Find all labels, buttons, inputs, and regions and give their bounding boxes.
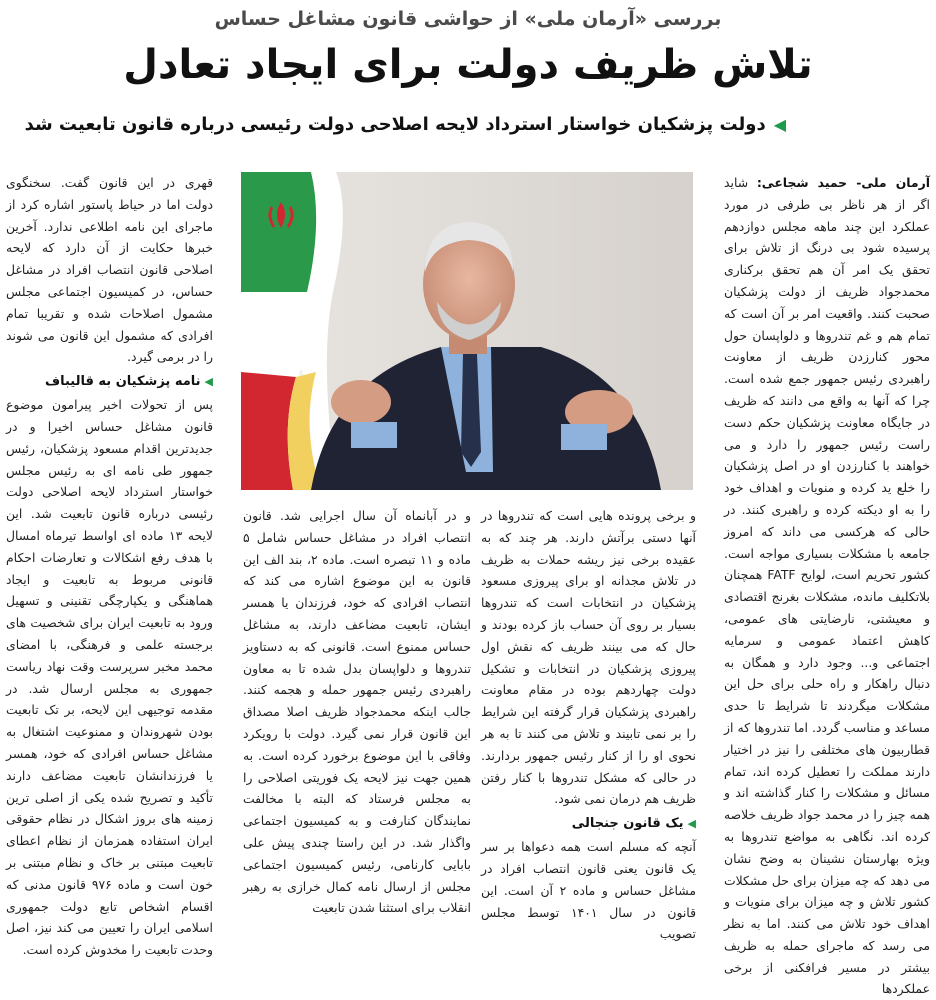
- section-heading-text: نامه پزشکیان به قالیباف: [45, 374, 201, 390]
- column1-text: شاید اگر از هر ناظر بی طرفی در مورد عملکرد این چند ماهه مجلس دوازدهم پرسیده شود بی درنگ از تلاش برای تحقق یک امر آن هم تحقق برکناری محمدجواد ظریف از دولت پزشکیان صحبت کنند. واقعیت امر بر آن است که تمام هم و غم تندروها و دلواپسان حول محور کنارزدن ظریف از معاونت راهبردی رئیس جمهور جمع شده است. چرا که آنها به واقع می دانند که ظریف در جایگاه معاونت پزشکیان حکم دست راست رئیس جمهور را دارد و می خواهند با کنارزدن او در اصل پزشکیان را خلع ید کرده و منویات و اهداف خود را به او دیکته کرده و راهبری کنند. در حالی که هرکسی می داند که امروز جامعه با مشکلات بسیاری مواجه است. کشور تحریم است، لوایح FATF همچنان بلاتکلیف مانده، مشکلات بغرنج اقتصادی و معیشتی، نارضایتی های عمومی، کاهش اعتماد عمومی و سرمایه اجتماعی و... وجود دارد و همگان به دنبال راهکار و راه حلی برای حل این مشکلات میگردند تا شرایط تا حدی مساعد و مناسب گردد. اما تندروها که از قطاربیون های مختلفی را نیز در اختیار دارند مملکت را تعطیل کرده اند، تمام مسائل و مشکلات را کنار گذاشته اند و همه چیز را در محمد جواد ظریف خلاصه کرده اند. نگاهی به مواضع تندروها به ویژه بهارستان نشینان به وضح نشان می دهد که چه میزان برای حل مشکلات کشور تلاش و چه میزان برای منویات و اهداف خود تلاش می کنند. اما به نظر می رسد که ماجرای حمله به ظریف بیشتر در مسیر فرافکنی از برخی عملکردها: [724, 175, 930, 997]
- kicker: بررسی «آرمان ملی» از حواشی قانون مشاغل حساس: [214, 8, 722, 30]
- section-heading-letter: [6, 371, 213, 393]
- bullet-triangle-icon: ◀: [687, 817, 696, 831]
- column2-paragraph-1: و برخی پرونده هایی است که تندروها در آنها دستی برآتش دارند. هر چند که به عقیده برخی نیز ریشه حملات به ظریف در تلاش مجدانه او برای پیروزی مسعود پزشکیان در انتخابات است که تندروها بسیار بر روی آن حساب باز کرده بودند و حال که می بینند ظریف که نقش اول پیروزی پزشکیان در انتخابات و تشکیل دولت چهاردهم بوده در مقام معاونت راهبردی پزشکیان قرار گرفته این شرایط را بر نمی تابیند و تلاش می کنند تا به هر نحوی او را از کنار رئیس جمهور بردارند. در حالی که مشکل تندروها با کنار رفتن ظریف هم درمان نمی شود.: [481, 508, 696, 807]
- column3-text: و در آبانماه آن سال اجرایی شد. قانون انتصاب افراد در مشاغل حساس شامل ۵ ماده و ۱۱ تبصره است. ماده ۲، بند الف این قانون به این موضوع اشاره می کند که انتصاب افرادی که خود، فرزندان یا همسر ایشان، تابعیت مضاعف دارند، به مشاغل حساس ممنوع است. قانونی که به دستاویز تندروها و دلواپسان بدل شده تا به معاون راهبردی رئیس جمهور حمله و هجمه کنند. جالب اینکه محمدجواد ظریف اصلا مصداق این قانون قرار نمی گیرد. دولت با رویکرد وفاقی با این موضوع برخورد کرده است. به همین جهت نیز لایحه یک فوریتی اصلاحی را به مجلس فرستاد که البته با مخالفت نمایندگان کنارفت و به کمیسیون اجتماعی واگذار شد. در این راستا چندی پیش علی بابایی کارنامی، رئیس کمیسیون اجتماعی مجلس از ارسال نامه کمال خرازی به رهبر انقلاب برای استثنا شدن تابعیت: [243, 508, 471, 916]
- column4-paragraph-2: پس از تحولات اخیر پیرامون موضوع قانون مشاغل حساس اخیرا و در جدیدترین اقدام مسعود پزشکیان، رئیس جمهور طی نامه ای به رئیس مجلس خواستار استرداد لایحه اصلاحی دولت رئیسی درباره قانون تابعیت شد. این لایحه ۱۳ ماده ای اواسط تیرماه امسال با هدف رفع اشکالات و تعارضات احکام قانونی مربوط به تابعیت و ایجاد هماهنگی و یکپارچگی تقنینی و تسهیل ورود به تابعیت ایران برای شخصیت های برجسته علمی و فرهنگی، با امضای محمد مخبر سرپرست وقت نهاد ریاست جمهوری به مجلس ارسال شد. در مقدمه توجیهی این لایحه، بر تک تابعیت بودن شهروندان و ممنوعیت اشتغال به مشاغل حساس افرادی که خود، همسر یا فرزندانشان تابعیت مضاعف دارند تأکید و تصریح شده یکی از اصلی ترین زمینه های بروز اشکال در نظام حقوقی ایران استفاده همزمان از نظام اعطای تابعیت مبتنی بر خاک و نظام مبتنی بر خون است و ماده ۹۷۶ قانون مدنی که اقسام اشخاص تابع دولت جمهوری اسلامی ایران را تعیین می کند نیز، اصل وحدت تابعیت را مخدوش کرده است.: [6, 397, 213, 958]
- column4-paragraph-1: قهری در این قانون گفت. سخنگوی دولت اما در حیاط پاستور اشاره کرد از ماجرای این نامه اطلاعی ندارد. آخرین خبرها حکایت از آن دارد که لایحه اصلاحی قانون انتصاب افراد در مشاغل حساس، در کمیسیون اجتماعی مجلس مشمول اصلاحات شده و تقریبا تمام افرادی که مشمول این قانون می شوند را در برمی گیرد.: [6, 175, 213, 365]
- article-column-2: [481, 505, 697, 942]
- article-column-4: [6, 172, 213, 958]
- byline: آرمان ملی- حمید شجاعی:: [756, 175, 930, 190]
- column2-paragraph-2: آنچه که مسلم است همه دعواها بر سر یک قانون یعنی قانون انتصاب افراد در مشاغل حساس و ماده ۲ آن است. این قانون در سال ۱۴۰۱ توسط مجلس تصویب: [481, 839, 697, 942]
- article-column-3: [243, 505, 471, 916]
- subheadline: [24, 114, 786, 135]
- bullet-triangle-icon: ◀: [204, 375, 213, 389]
- section-heading-text: یک قانون جنجالی: [571, 816, 684, 832]
- bullet-triangle-icon: ◀: [773, 115, 786, 134]
- article-photo: [241, 172, 693, 490]
- headline: تلاش ظریف دولت برای ایجاد تعادل: [123, 42, 813, 88]
- article-column-1: [724, 172, 930, 997]
- subheadline-text: دولت پزشکیان خواستار استرداد لایحه اصلاحی دولت رئیسی درباره قانون تابعیت شد: [24, 114, 766, 135]
- section-heading-controversial-law: [481, 813, 696, 835]
- man-in-suit-photo-icon: [241, 172, 693, 490]
